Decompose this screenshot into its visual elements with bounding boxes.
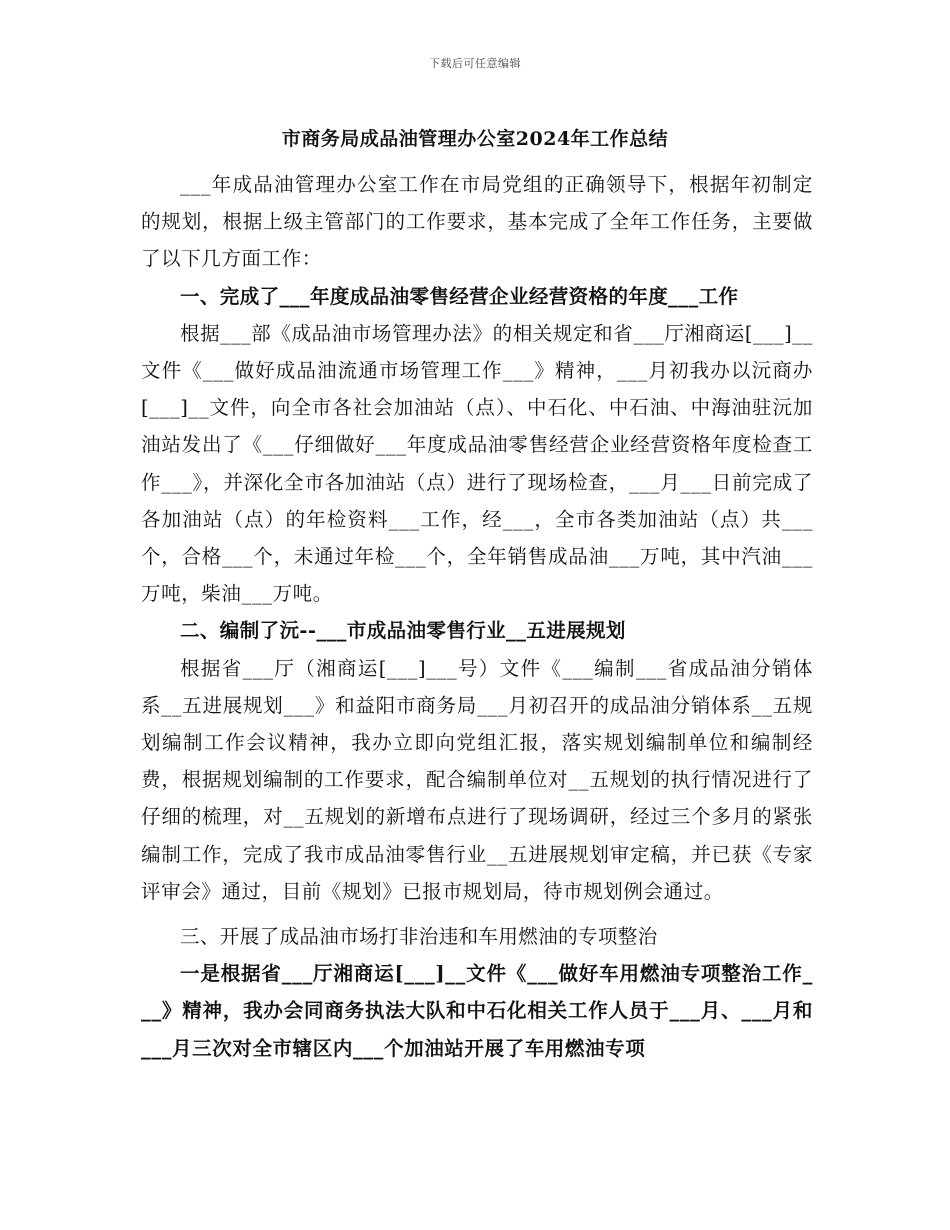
section-1-paragraph: 根据___部《成品油市场管理办法》的相关规定和省___厅湘商运[___]__文件《___做好成品油流通市场管理工作___》精神，___月初我办以沅商办[___]__文件，向全市各社会加油站（点）、中石化、中石油、中海油驻沅加油站发出了《___仔细做好___年度成品油零售经营企业经营资格年度检查工作___》，并深化全市各加油站（点）进行了现场检查，___月___日前完成了各加油站（点）的年检资料___工作，经___，全市各类加油站（点）共___个，合格___个，未通过年检___个，全年销售成品油___万吨，其中汽油___万吨，柴油___万吨。 [141, 321, 813, 606]
header-note: 下载后可任意编辑 [429, 57, 521, 70]
section-heading-2: 二、编制了沅--___市成品油零售行业__五进展规划 [180, 619, 626, 643]
intro-paragraph: ___年成品油管理办公室工作在市局党组的正确领导下，根据年初制定的规划，根据上级主管部门的工作要求，基本完成了全年工作任务，主要做了以下几方面工作： [141, 173, 813, 271]
section-2-paragraph: 根据省___厅（湘商运[___]___号）文件《___编制___省成品油分销体系__五进展规划___》和益阳市商务局___月初召开的成品油分销体系__五规划编制工作会议精神，我办立即向党组汇报，落实规划编制单位和编制经费，根据规划编制的工作要求，配合编制单位对__五规划的执行情况进行了仔细的梳理，对__五规划的新增布点进行了现场调研，经过三个多月的紧张编制工作，完成了我市成品油零售行业__五进展规划审定稿，并已获《专家评审会》通过，目前《规划》已报市规划局，待市规划例会通过。 [141, 656, 813, 903]
section-heading-3: 三、开展了成品油市场打非治违和车用燃油的专项整治 [180, 925, 658, 949]
document-title: 市商务局成品油管理办公室2024年工作总结 [281, 128, 669, 150]
section-heading-1: 一、完成了___年度成品油零售经营企业经营资格的年度___工作 [180, 284, 739, 308]
section-3-paragraph: 一是根据省___厅湘商运[___]__文件《___做好车用燃油专项整治工作___》精神，我办会同商务执法大队和中石化相关工作人员于___月、___月和___月三次对全市辖区内___个加油站开展了车用燃油专项 [141, 962, 813, 1060]
document-body [141, 166, 813, 1067]
